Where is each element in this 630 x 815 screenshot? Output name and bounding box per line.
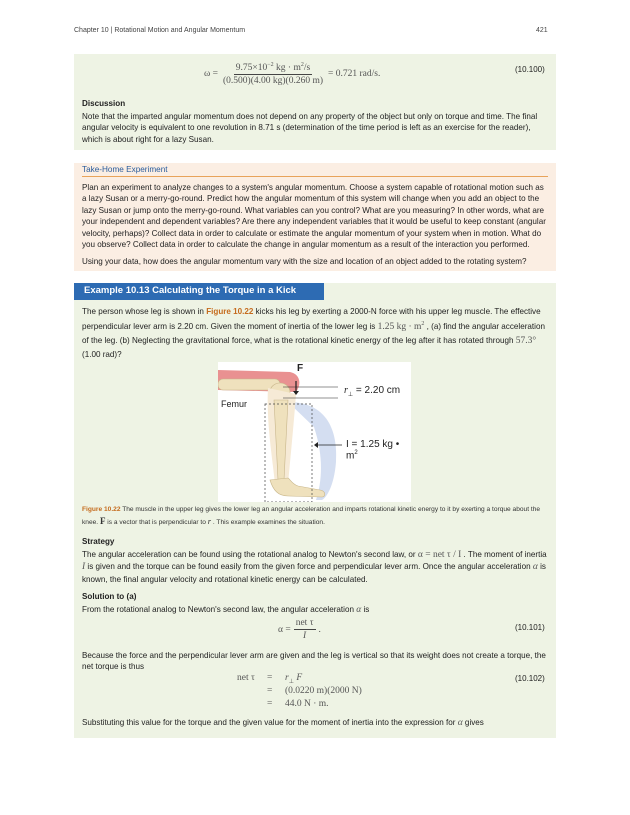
take-home-paragraph-2: Using your data, how does the angular momentum vary with the size and location of an object added to the rotating system? (82, 257, 527, 266)
example-intro: The person whose leg is shown in Figure 10.22 kicks his leg by exerting a 2000-N force with his upper leg muscle. The effective perpendicular lever arm is 2.20 cm. Given the moment of inertia of the lower leg is 1.25 kg · $m^2$ , (a) find the angular acceleration of the leg. (b) Neglecting the gravitational force, what is the rotational kinetic energy of the leg after it has rotated through 57.3° (1.00 rad)? (82, 307, 545, 360)
leg-diagram (218, 362, 411, 502)
strategy-heading: Strategy (82, 537, 115, 546)
take-home-title-rule (82, 176, 548, 177)
eq-100-denominator: (0.500)(4.00 kg)(0.260 m) (223, 76, 323, 87)
inertia-inline-math: 1.25 kg · $m^2$ (377, 321, 425, 333)
example-title: Example 10.13 Calculating the Torque in a Kick (84, 285, 297, 296)
figure-label-F: F (297, 363, 304, 374)
figure-10-22-illustration (218, 362, 411, 502)
solution-a-heading: Solution to (a) (82, 592, 137, 601)
strategy-equation: α = net τ / I (417, 550, 462, 560)
take-home-paragraph-1: Plan an experiment to analyze changes to a system's angular momentum. Choose a system capable of rotational motion such as a lazy Susan or a merry-go-round. Predict how the angular momentum of this system will change when you add an object to the lazy Susan or jump onto the merry-go-round. What variables can you control? What are you measuring? In other words, what are your independent and dependent variables? Are there any independent variables that it would be useful to keep constant (angular velocity, perhaps)? Collect data in order to calculate or estimate the angular momentum of your system when in motion. What do you observe? Collect data in order to calculate the change in angular momentum as a result of the interaction you performed. (82, 183, 546, 250)
take-home-experiment-box (74, 163, 556, 271)
take-home-title: Take-Home Experiment (82, 165, 168, 174)
discussion-text: Note that the imparted angular momentum does not depend on any property of the object but only on torque and time. The final angular velocity is equivalent to one revolution in 8.71 s (determination of the time period is left as an exercise for the reader), which is about right for a lazy Susan. (82, 112, 538, 144)
solution-a-text: From the rotational analog to Newton's second law, the angular acceleration α is (82, 605, 370, 615)
eq-100-fraction (221, 62, 325, 86)
equation-10-100 (204, 62, 504, 86)
substituting-text: Substituting this value for the torque and the given value for the moment of inertia into the expression for α gives (82, 718, 484, 728)
inertia-arrowhead (314, 442, 318, 448)
figure-label-r: $r_\perp = 2.20$ cm (344, 385, 401, 398)
figure-label-I: I = 1.25 kg • $m^2$ (346, 439, 400, 462)
strategy-text: The angular acceleration can be found using the rotational analog to Newton's second law, or α = net τ / I . The moment of inertia I is given and the torque can be found easily from the given force and perpendicular lever arm. Once the angular acceleration α is known, the final angular velocity and rotational kinetic energy can be calculated. (82, 550, 547, 584)
eq-102-number: (10.102) (515, 674, 545, 683)
eq-100-numerator: $9.75\times 10^{-2}$ kg · $m^2/s$ (235, 62, 311, 74)
equation-10-101: α = $\frac{\text{net τ}}{I}$ . (278, 618, 321, 641)
because-text: Because the force and the perpendicular lever arm are given and the leg is vertical so that its weight does not create a torque, the net torque is thus (82, 651, 546, 672)
foot-bones (270, 478, 325, 497)
angle-inline-math: 57.3° (515, 336, 537, 347)
example-10-13-box: Example 10.13 Calculating the Torque in a Kick The person whose leg is shown in Figure 10.22 kicks his leg by exerting a 2000-N force with his upper leg muscle. The effective perpendicular lever arm is 2.20 cm. Given the moment of inertia of the lower leg is 1.25 kg · $m^2$ , (a) find the angular acceleration of the leg. (b) Neglecting the gravitational force, what is the rotational kinetic energy of the leg after it has rotated through 57.3° (1.00 rad)? F $r_\perp = 2.20$ cm Femur I = 1.25 kg • $m^2$ Figure 10.22 The muscle in the upper leg gives the lower leg an angular acceleration and imparts rotational kinetic energy to it by exerting a torque about the knee. F is a vector that is perpendicular to r . This example examines the situation. Strategy The angular acceleration can be found using the rotational analog to Newton's second law, or α = net τ / I . The moment of inertia I is given and the torque can be found easily from the given force and perpendicular lever arm. Once the angular acceleration α is known, the final angular velocity and rotational kinetic energy can be calculated. Solution to (a) From the rotational analog to Newton's second law, the angular acceleration α is α = $\frac{\text{net τ}}{I}$ . (10.101) Because the force and the perpendicular lever arm are given and the leg is vertical so that its weight does not create a torque, the net torque is thus net τ = $r_\perp$ F = (0.0220 m)(2000 N) = 44.0 N · m. (10.102) Substituting this value for the torque and the given value for the moment of inertia into the expression for α gives (74, 283, 556, 738)
figure-label-femur: Femur (221, 399, 248, 409)
eq-101-number: (10.101) (515, 623, 545, 632)
example-continuation-box (74, 54, 556, 150)
running-header-chapter: Chapter 10 | Rotational Motion and Angular Momentum (74, 27, 246, 34)
eq-100-rhs: = 0.721 rad/s. (328, 69, 381, 80)
eq-100-number: (10.100) (515, 65, 545, 74)
figure-10-22-link[interactable]: Figure 10.22 (206, 307, 254, 316)
page-number: 421 (536, 27, 548, 34)
figure-caption: Figure 10.22 The muscle in the upper leg gives the lower leg an angular acceleration and imparts rotational kinetic energy to it by exerting a torque about the knee. F is a vector that is perpendicular to r . This example examines the situation. (82, 506, 541, 526)
discussion-heading: Discussion (82, 99, 126, 108)
eq-100-lhs: ω = (204, 69, 218, 80)
